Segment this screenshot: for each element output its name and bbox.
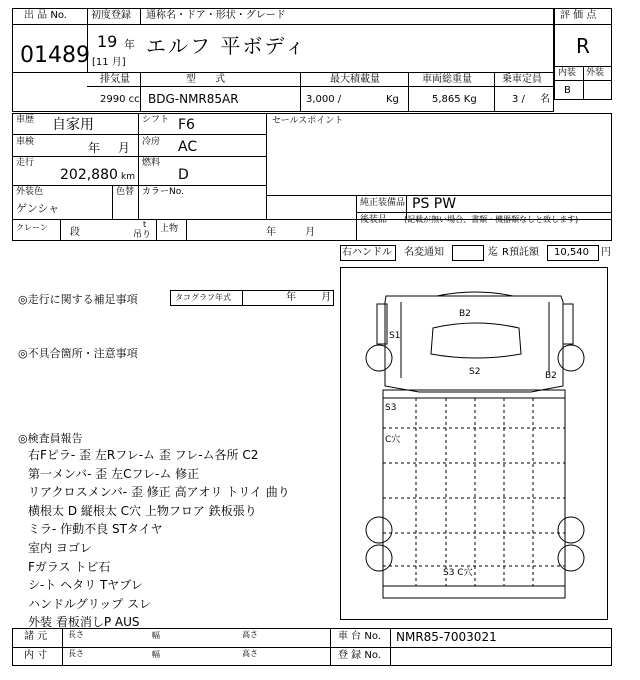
fuel: D [178, 167, 189, 183]
upper-date: 年 月 [266, 227, 316, 238]
history-label: 車歴 [16, 115, 35, 125]
floor-joists-svg [341, 268, 607, 619]
mileage-unit: km [121, 172, 135, 182]
inner-width-label: 幅 [152, 650, 160, 659]
report-line: 右Fピラ- 歪 左Rフレ-ム 歪 フレ-ム各所 C2 [28, 448, 259, 462]
vehicle-diagram [340, 267, 608, 620]
reg-year: 19 [97, 32, 118, 51]
tacho-date: 年 月 [286, 292, 332, 303]
interior-grade-label: 内装 [558, 68, 577, 78]
crane-label: クレーン [16, 223, 48, 232]
chassis-no: NMR85-7003021 [396, 630, 497, 644]
spec-length-label: 長さ [68, 630, 84, 639]
deposit: 10,540 [554, 247, 589, 258]
spec-dims-label: 諸 元 [24, 631, 48, 642]
upper-label: 上物 [160, 224, 179, 234]
name-change-box [452, 245, 484, 261]
yen-unit: 円 [601, 247, 611, 258]
ac-label: 冷房 [142, 137, 161, 147]
type-label: 型 式 [186, 74, 234, 85]
chassis-label: 車 台 No. [338, 631, 381, 642]
lot-number: 01489 [20, 43, 90, 68]
max-load-unit: Kg [386, 94, 399, 105]
capacity-unit: 名 [540, 94, 550, 105]
equip: PS PW [412, 196, 457, 212]
retrofit-note: (記載が無い場合、書類・機器類なしと致します) [404, 215, 579, 224]
displacement: 2990 cc [100, 94, 140, 105]
mark-b2-right: B2 [545, 371, 557, 381]
color: ゲンシャ [16, 202, 60, 215]
deposit-prefix: 迄 [488, 247, 498, 258]
color-label: 外装色 [16, 187, 44, 197]
retrofit-label: 後装品 [360, 215, 388, 225]
crane-lift: 吊り [133, 230, 152, 240]
mileage: 202,880 [60, 167, 118, 183]
report-line: Fガラス トビ石 [28, 559, 111, 574]
color-code-label: カラーNo. [142, 187, 184, 197]
ac: AC [178, 139, 198, 155]
grade-label: 評 価 点 [560, 10, 597, 21]
lot-label: 出 品 No. [24, 10, 67, 21]
inspector-report-title: ◎検査員報告 [18, 432, 83, 445]
history: 自家用 [52, 117, 94, 133]
type: BDG-NMR85AR [148, 92, 239, 106]
capacity: 3 / [512, 94, 525, 105]
fuel-label: 燃料 [142, 158, 161, 168]
mark-s2: S2 [469, 367, 481, 377]
reg-no-label: 登 録 No. [338, 650, 381, 661]
interior-grade: B [564, 85, 571, 96]
report-line: リアクロスメンバ- 歪 修正 高アオリ トリイ 曲り [28, 485, 290, 500]
mark-s3-bottom: S3 C穴 [443, 568, 473, 578]
model-name: エルフ 平ボディ [146, 34, 307, 58]
inner-height-label: 高さ [242, 649, 258, 658]
inspection: 年 月 [88, 141, 130, 155]
capacity-label: 乗車定員 [502, 74, 542, 85]
inner-length-label: 長さ [68, 649, 84, 658]
mileage-label: 走行 [16, 158, 35, 168]
mark-b2-top: B2 [459, 309, 471, 319]
reg-month: [11 月] [92, 57, 126, 68]
color-no-label: 色替 [116, 187, 135, 197]
exterior-grade-label: 外装 [586, 68, 605, 78]
report-line: ハンドルグリップ スレ [28, 596, 152, 611]
mark-s3: S3 [385, 403, 397, 413]
max-load-label: 最大積載量 [330, 74, 380, 85]
report-line: 室内 ヨゴレ [28, 541, 92, 555]
equip-label: 純正装備品 [360, 198, 406, 208]
model-label: 通称名・ドア・形状・グレード [146, 10, 286, 21]
gross-label: 車両総重量 [422, 74, 472, 85]
inner-dims-label: 内 寸 [24, 650, 48, 661]
defect-notes-title: ◎不具合箇所・注意事項 [18, 347, 138, 360]
inspection-label: 車検 [16, 137, 35, 147]
mark-s1: S1 [389, 331, 401, 341]
report-line: 横根太 D 縦根太 C穴 上物フロア 鉄板張り [28, 503, 257, 518]
travel-notes-title: ◎走行に関する補足事項 [18, 293, 138, 306]
tacho-label: タコグラフ年式 [175, 293, 231, 302]
name-change-label: 名変通知 [404, 247, 444, 258]
gross-weight: 5,865 Kg [432, 94, 477, 105]
crane-stage: 段 [70, 227, 80, 238]
report-line: 第一メンバ- 歪 左Cフレ-ム 修正 [28, 466, 200, 481]
report-line: ミラ- 作動不良 STタイヤ [28, 522, 163, 537]
spec-height-label: 高さ [242, 630, 258, 639]
displacement-label: 排気量 [100, 74, 130, 85]
deposit-label: R預託額 [502, 247, 539, 258]
max-load: 3,000 / [306, 94, 342, 105]
right-handle: 右ハンドル [342, 247, 392, 258]
report-line: 外装 看板消しP AUS [28, 615, 140, 630]
spec-width-label: 幅 [152, 631, 160, 640]
shift: F6 [178, 117, 195, 133]
report-line: シ-ト ヘタリ Tヤブレ [28, 578, 143, 593]
sales-label: セールスポイント [272, 116, 344, 126]
shift-label: シフト [142, 115, 170, 125]
year-unit: 年 [124, 38, 135, 51]
mark-c-hole: C穴 [385, 435, 401, 445]
grade-value: R [576, 34, 590, 58]
reg-label: 初度登録 [91, 10, 131, 21]
crane-t-mark: t [143, 220, 147, 229]
